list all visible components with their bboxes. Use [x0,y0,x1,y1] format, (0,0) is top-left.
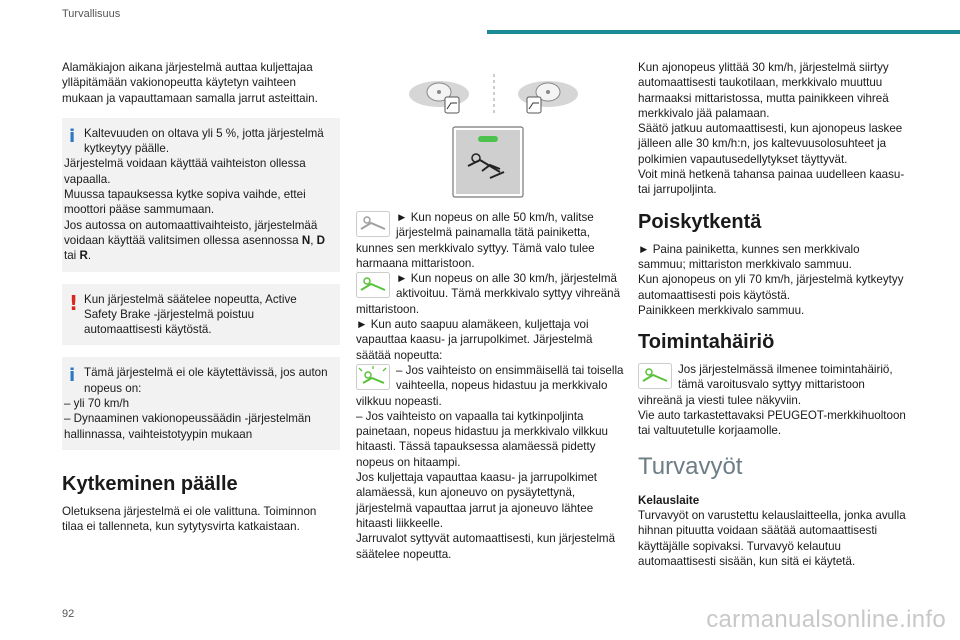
note-text: Kaltevuuden on oltava yli 5 %, jotta järjestelmä kytkeytyy päälle. [84,126,324,156]
warning-icon: ! [69,290,79,315]
step-descent: ► Kun auto saapuu alamäkeen, kuljettaja voi vapauttaa kaasu- ja jarrupolkimet. Järjestelmä säätää nopeutta: [356,318,593,362]
info-icon: i [69,365,76,387]
info-note-gradient [62,118,340,272]
heading-deactivation: Poiskytkentä [638,210,762,233]
descent-lamp-green-icon [356,272,390,298]
descent-button-figure [452,126,524,198]
pause-paragraph: Kun ajonopeus ylittää 30 km/h, järjestelmä siirtyy automaattisesti taukotilaan, merkkivalo muuttuu harmaaksi mittaristossa, mutta painikkeen vihreä merkkivalo jää palamaan. [638,61,889,120]
malfunction-text: Jos järjestelmässä ilmenee toimintahäiriö, tämä varoitusvalo syttyy mittaristoon vihreänä ja viesti tulee näkyviin. [638,363,893,407]
header-accent-bar [487,30,960,34]
note-text: – Dynaaminen vakionopeussäädin -järjestelmän hallinnassa, vaihteistotyypin mukaan [64,412,311,441]
brake-lights-paragraph: Jarruvalot syttyvät automaattisesti, kun järjestelmä säätelee nopeutta. [356,532,616,561]
deactivation-led: Painikkeen merkkivalo sammuu. [638,303,805,317]
note-text: Järjestelmä voidaan käyttää vaihteiston ollessa vapaalla. [64,157,306,186]
activation-paragraph: Oletuksena järjestelmä ei ole valittuna. Toiminnon tilaa ei tallenneta, kun sytytysvirta katkaistaan. [62,504,317,534]
step-activate: ► Kun nopeus on alle 30 km/h, järjestelmä aktivoituu. Tämä merkkivalo syttyy vihreänä mittaristoon. [356,272,621,316]
descent-lamp-grey-icon [356,211,390,237]
separator: tai [64,249,80,263]
heading-activation: Kytkeminen päälle [62,472,238,495]
steering-wheel-controls-figure [406,72,582,120]
heading-malfunction: Toimintahäiriö [638,331,775,354]
running-header: Turvallisuus [62,8,121,20]
separator: , [310,233,317,247]
case-gear: – Jos vaihteisto on ensimmäisellä tai toisella vaihteella, nopeus hidastuu ja merkkivalo vilkkuu nopeasti. [356,363,624,408]
gear-n: N [301,233,311,247]
step-select: ► Kun nopeus on alle 50 km/h, valitse järjestelmä painamalla tätä painiketta, kunnes sen merkkivalo syttyy. Tämä valo tulee harmaana mittaristoon. [356,211,595,270]
case-neutral: – Jos vaihteisto on vapaalla tai kytkinpoljinta painetaan, nopeus hidastuu ja merkkivalo vilkkuu hitaasti. Tässä tapauksessa alamäessä pidetty nopeus on hitaampi. [356,409,608,469]
warning-note [62,284,340,346]
column-middle [356,72,624,562]
subheading-retractor: Kelauslaite [638,493,700,507]
resume-paragraph: Säätö jatkuu automaattisesti, kun ajonopeus laskee jälleen alle 30 km/h:n, jos kaltevuusolosuhteet ja polkimien vapautusedellytykset täyttyvät. [638,122,903,166]
gear-d: D [316,233,326,247]
belts-paragraph: Turvavyöt on varustettu kelauslaitteella, jonka avulla hihnan pituutta voidaan säätää automaattisesti käyttäjälle sopivaksi. Turvavyö kelautuu automaattisesti sisään, kun sitä ei käytetä. [638,508,906,568]
separator: . [87,249,92,263]
descent-lamp-flashing-icon [356,364,390,390]
deactivation-step: ► Paina painiketta, kunnes sen merkkivalo sammuu; mittariston merkkivalo sammuu. [638,242,860,271]
deactivation-auto: Kun ajonopeus on yli 70 km/h, järjestelmä kytkeytyy automaattisesti pois käytöstä. [638,273,904,302]
note-text [62,218,330,264]
page-number: 92 [62,608,75,620]
note-text: Tämä järjestelmä ei ole käytettävissä, jos auton nopeus on: [84,366,328,395]
note-text: Muussa tapauksessa kytke sopiva vaihde, ettei moottori pääse sammumaan. [64,188,306,217]
intro-paragraph: Alamäkiajon aikana järjestelmä auttaa kuljettajaa ylläpitämään vakionopeutta käytetyn vaihteen mukaan ja vapauttamaan samalla jarrut asteittain. [62,61,318,105]
column-right [638,60,906,569]
malfunction-lamp-icon [638,363,672,389]
malfunction-service: Vie auto tarkastettavaksi PEUGEOT-merkkihuoltoon tai valtuutetulle korjaamolle. [638,409,906,438]
heading-seat-belts: Turvavyöt [638,452,743,480]
stopped-paragraph: Jos kuljettaja vapauttaa kaasu- ja jarrupolkimet alamäessä, kun ajoneuvo on pysäytettynä, järjestelmä vapauttaa jarrut ja ajoneuvo lähtee hitaasti liikkeelle. [356,471,598,530]
pedal-paragraph: Voit minä hetkenä tahansa painaa uudelleen kaasu- tai jarrupoljinta. [638,168,905,197]
watermark: carmanualsonline.info [706,606,946,633]
note-text-part: Jos autossa on automaattivaihteisto, järjestelmää voidaan käyttää valitsimen ollessa asennossa [64,218,318,247]
column-left [62,60,340,535]
info-icon: i [69,125,76,147]
info-note-availability [62,357,340,449]
gear-r: R [79,249,88,263]
note-text: – yli 70 km/h [64,397,130,411]
warning-text: Kun järjestelmä säätelee nopeutta, Active Safety Brake -järjestelmä poistuu automaattisesti käytöstä. [84,292,297,337]
